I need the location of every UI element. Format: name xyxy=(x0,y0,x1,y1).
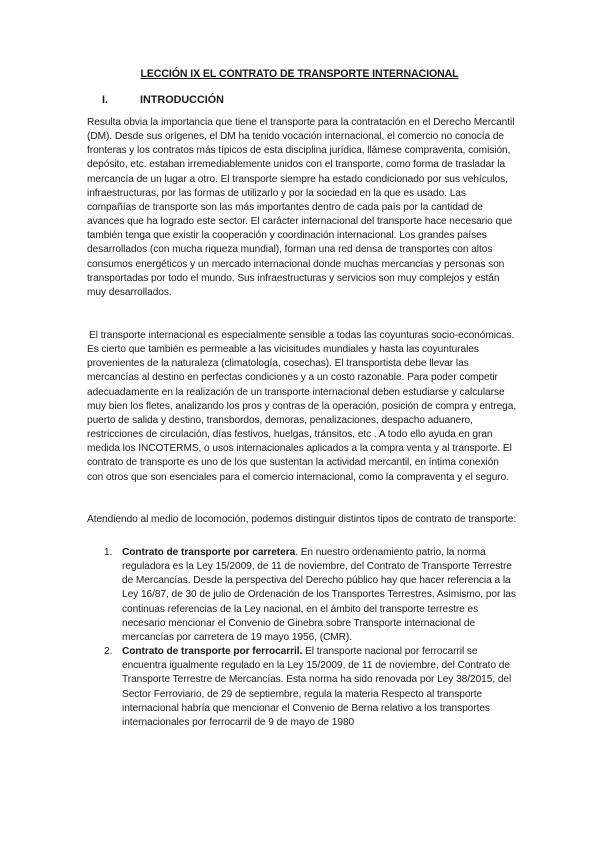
transport-types-list xyxy=(87,546,517,730)
paragraph-1: Resulta obvia la importancia que tiene el transporte para la contratación en el Derecho Mercantil (DM). Desde sus orígenes, el DM ha tenido vocación internacional, el comercio no conocía de fronteras y los contratos más típicos de esta disciplina jurídica, llámese compraventa, comisión, depósito, etc. estaban irremediablemente unidos con el transporte, como forma de trasladar la mercancía de un lugar a otro. El transporte siempre ha estado condicionado por sus vehículos, infraestructuras, por las formas de utilizarlo y por la sociedad en la que es usado. Las compañías de transporte son las más importantes dentro de cada país por la cantidad de avances que ha logrado este sector. El carácter internacional del transporte hace necesario que también tenga que existir la cooperación y coordinación internacional. Los grandes países desarrollados (con mucha riqueza mundial), forman una red densa de transportes con altos consumos energéticos y un mercado internacional donde muchas mercancías y personas son transportadas por todo el mundo. Sus infraestructuras y servicios son muy complejos y están muy desarrollados. xyxy=(87,117,515,298)
list-item-text: El transporte nacional por ferrocarril se encuentra igualmente regulado en la Ley 15/2009, de 11 de noviembre, del Contrato de Transporte Terrestre de Mercancías. Esta norma ha sido renovada por Ley 38/2015, del Sector Ferroviario, de 29 de septiembre, regula la materia Respecto al transporte internacional habría que mencionar el Convenio de Berna relativo a los transportes internacionales por ferrocarril de 9 de mayo de 1980 xyxy=(122,646,512,728)
section-number: I. xyxy=(102,94,108,106)
list-item-heading: Contrato de transporte por ferrocarril. xyxy=(122,646,303,658)
document-title: LECCIÓN IX EL CONTRATO DE TRANSPORTE INTERNACIONAL xyxy=(140,68,459,80)
list-item xyxy=(87,546,517,645)
paragraph-3: Atendiendo al medio de locomoción, podemos distinguir distintos tipos de contrato de transporte: xyxy=(87,514,517,525)
paragraph-2: El transporte internacional es especialmente sensible a todas las coyunturas socio-económicas. Es cierto que también es permeable a las vicisitudes mundiales y hasta las coyunturales provenientes de la naturaleza (climatología, cosechas). El transportista debe llevar las mercancías al destino en perfectas condiciones y a un costo razonable. Para poder competir adecuadamente en la realización de un transporte internacional deben estudiarse y calcularse muy bien los fletes, analizando los pros y contras de la operación, posición de compra y entrega, puerto de salida y destino, transbordos, demoras, penalizaciones, despacho aduanero, restricciones de circulación, días festivos, huelgas, tránsitos, etc . A todo ello ayuda en gran medida los INCOTERMS, o usos internacionales aplicados a la compra venta y al transporte. El contrato de transporte es uno de los que sustentan la actividad mercantil, en íntima conexión con otros que son esenciales para el comercio internacional, como la compraventa y el seguro. xyxy=(87,330,517,483)
list-item-text: . En nuestro ordenamiento patrio, la norma reguladora es la Ley 15/2009, de 11 de noviembre, del Contrato de Transporte Terrestre de Mercancías. Desde la perspectiva del Derecho público hay que hacer referencia a la Ley 16/87, de 30 de julio de Ordenación de los Transportes Terrestres, Asimismo, por las continuas referencias de la Ley nacional, en el ámbito del transporte terrestre es necesario mencionar el Convenio de Ginebra sobre Transporte internacional de mercancías por carretera de 19 mayo 1956, (CMR). xyxy=(122,547,516,643)
section-heading xyxy=(102,94,224,106)
list-item-heading: Contrato de transporte por carretera xyxy=(122,547,296,558)
list-marker: 1. xyxy=(104,547,113,558)
list-marker: 2. xyxy=(104,646,113,658)
list-item xyxy=(87,645,517,730)
section-title: INTRODUCCIÓN xyxy=(140,94,224,106)
